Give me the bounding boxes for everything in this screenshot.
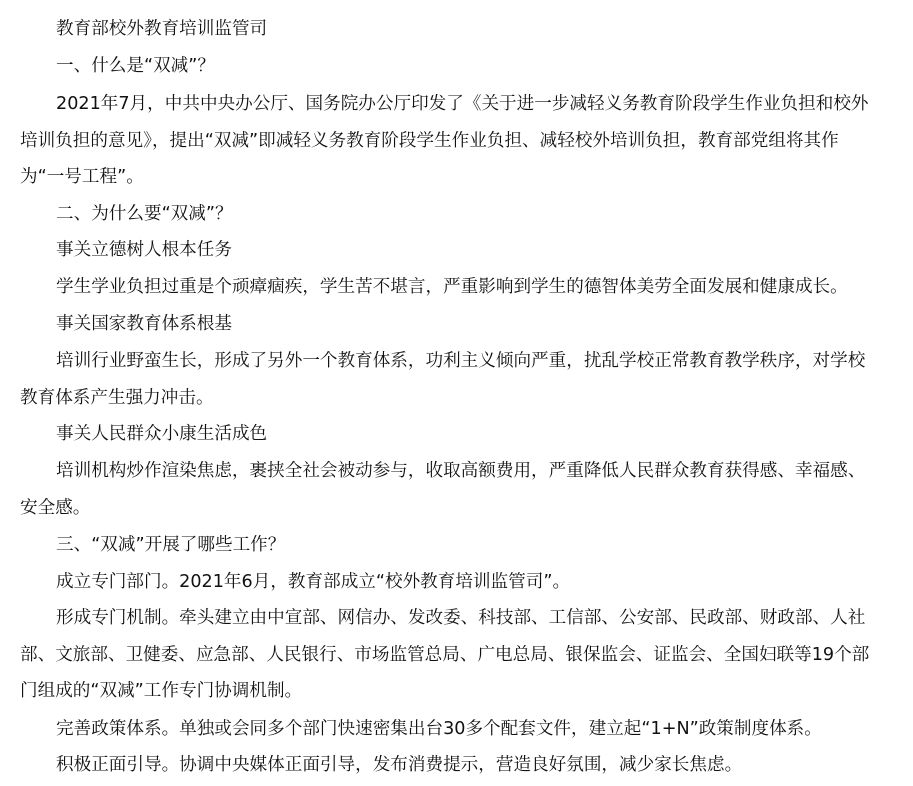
paragraph-line: 教育体系产生强力冲击。 — [20, 388, 214, 408]
section-heading-1: 一、什么是“双减”？ — [56, 56, 215, 76]
subheading: 事关立德树人根本任务 — [56, 240, 232, 260]
paragraph-line: 2021年7月，中共中央办公厅、国务院办公厅印发了《关于进一步减轻义务教育阶段学生作业负担和校外 — [56, 94, 869, 114]
paragraph-line: 部、文旅部、卫健委、应急部、人民银行、市场监管总局、广电总局、银保监会、证监会、全国妇联等19个部 — [20, 645, 870, 665]
department-name: 教育部校外教育培训监管司 — [56, 19, 268, 39]
paragraph-line: 形成专门机制。牵头建立由中宣部、网信办、发改委、科技部、工信部、公安部、民政部、财政部、人社 — [56, 608, 866, 628]
paragraph-line: 培训机构炒作渲染焦虑，裹挟全社会被动参与，收取高额费用，严重降低人民群众教育获得感、幸福感、 — [56, 461, 866, 481]
paragraph-line: 为“一号工程”。 — [20, 167, 144, 187]
subheading: 事关人民群众小康生活成色 — [56, 424, 268, 444]
paragraph-line: 积极正面引导。协调中央媒体正面引导，发布消费提示，营造良好氛围，减少家长焦虑。 — [56, 755, 743, 775]
section-heading-2: 二、为什么要“双减”？ — [56, 204, 233, 224]
paragraph-line: 完善政策体系。单独或会同多个部门快速密集出台30多个配套文件，建立起“1+N”政策制度体系。 — [56, 719, 822, 739]
paragraph-line: 安全感。 — [20, 498, 91, 518]
paragraph-line: 成立专门部门。2021年6月，教育部成立“校外教育培训监管司”。 — [56, 572, 571, 592]
subheading: 事关国家教育体系根基 — [56, 314, 232, 334]
paragraph-line: 培训负担的意见》，提出“双减”即减轻义务教育阶段学生作业负担、减轻校外培训负担，教育部党组将其作 — [20, 131, 839, 151]
section-heading-3: 三、“双减”开展了哪些工作？ — [56, 535, 286, 555]
paragraph-line: 门组成的“双减”工作专门协调机制。 — [20, 681, 303, 701]
paragraph-line: 学生学业负担过重是个顽瘴痼疾，学生苦不堪言，严重影响到学生的德智体美劳全面发展和健康成长。 — [56, 277, 848, 297]
paragraph-line: 培训行业野蛮生长，形成了另外一个教育体系，功利主义倾向严重，扰乱学校正常教育教学秩序，对学校 — [56, 351, 866, 371]
